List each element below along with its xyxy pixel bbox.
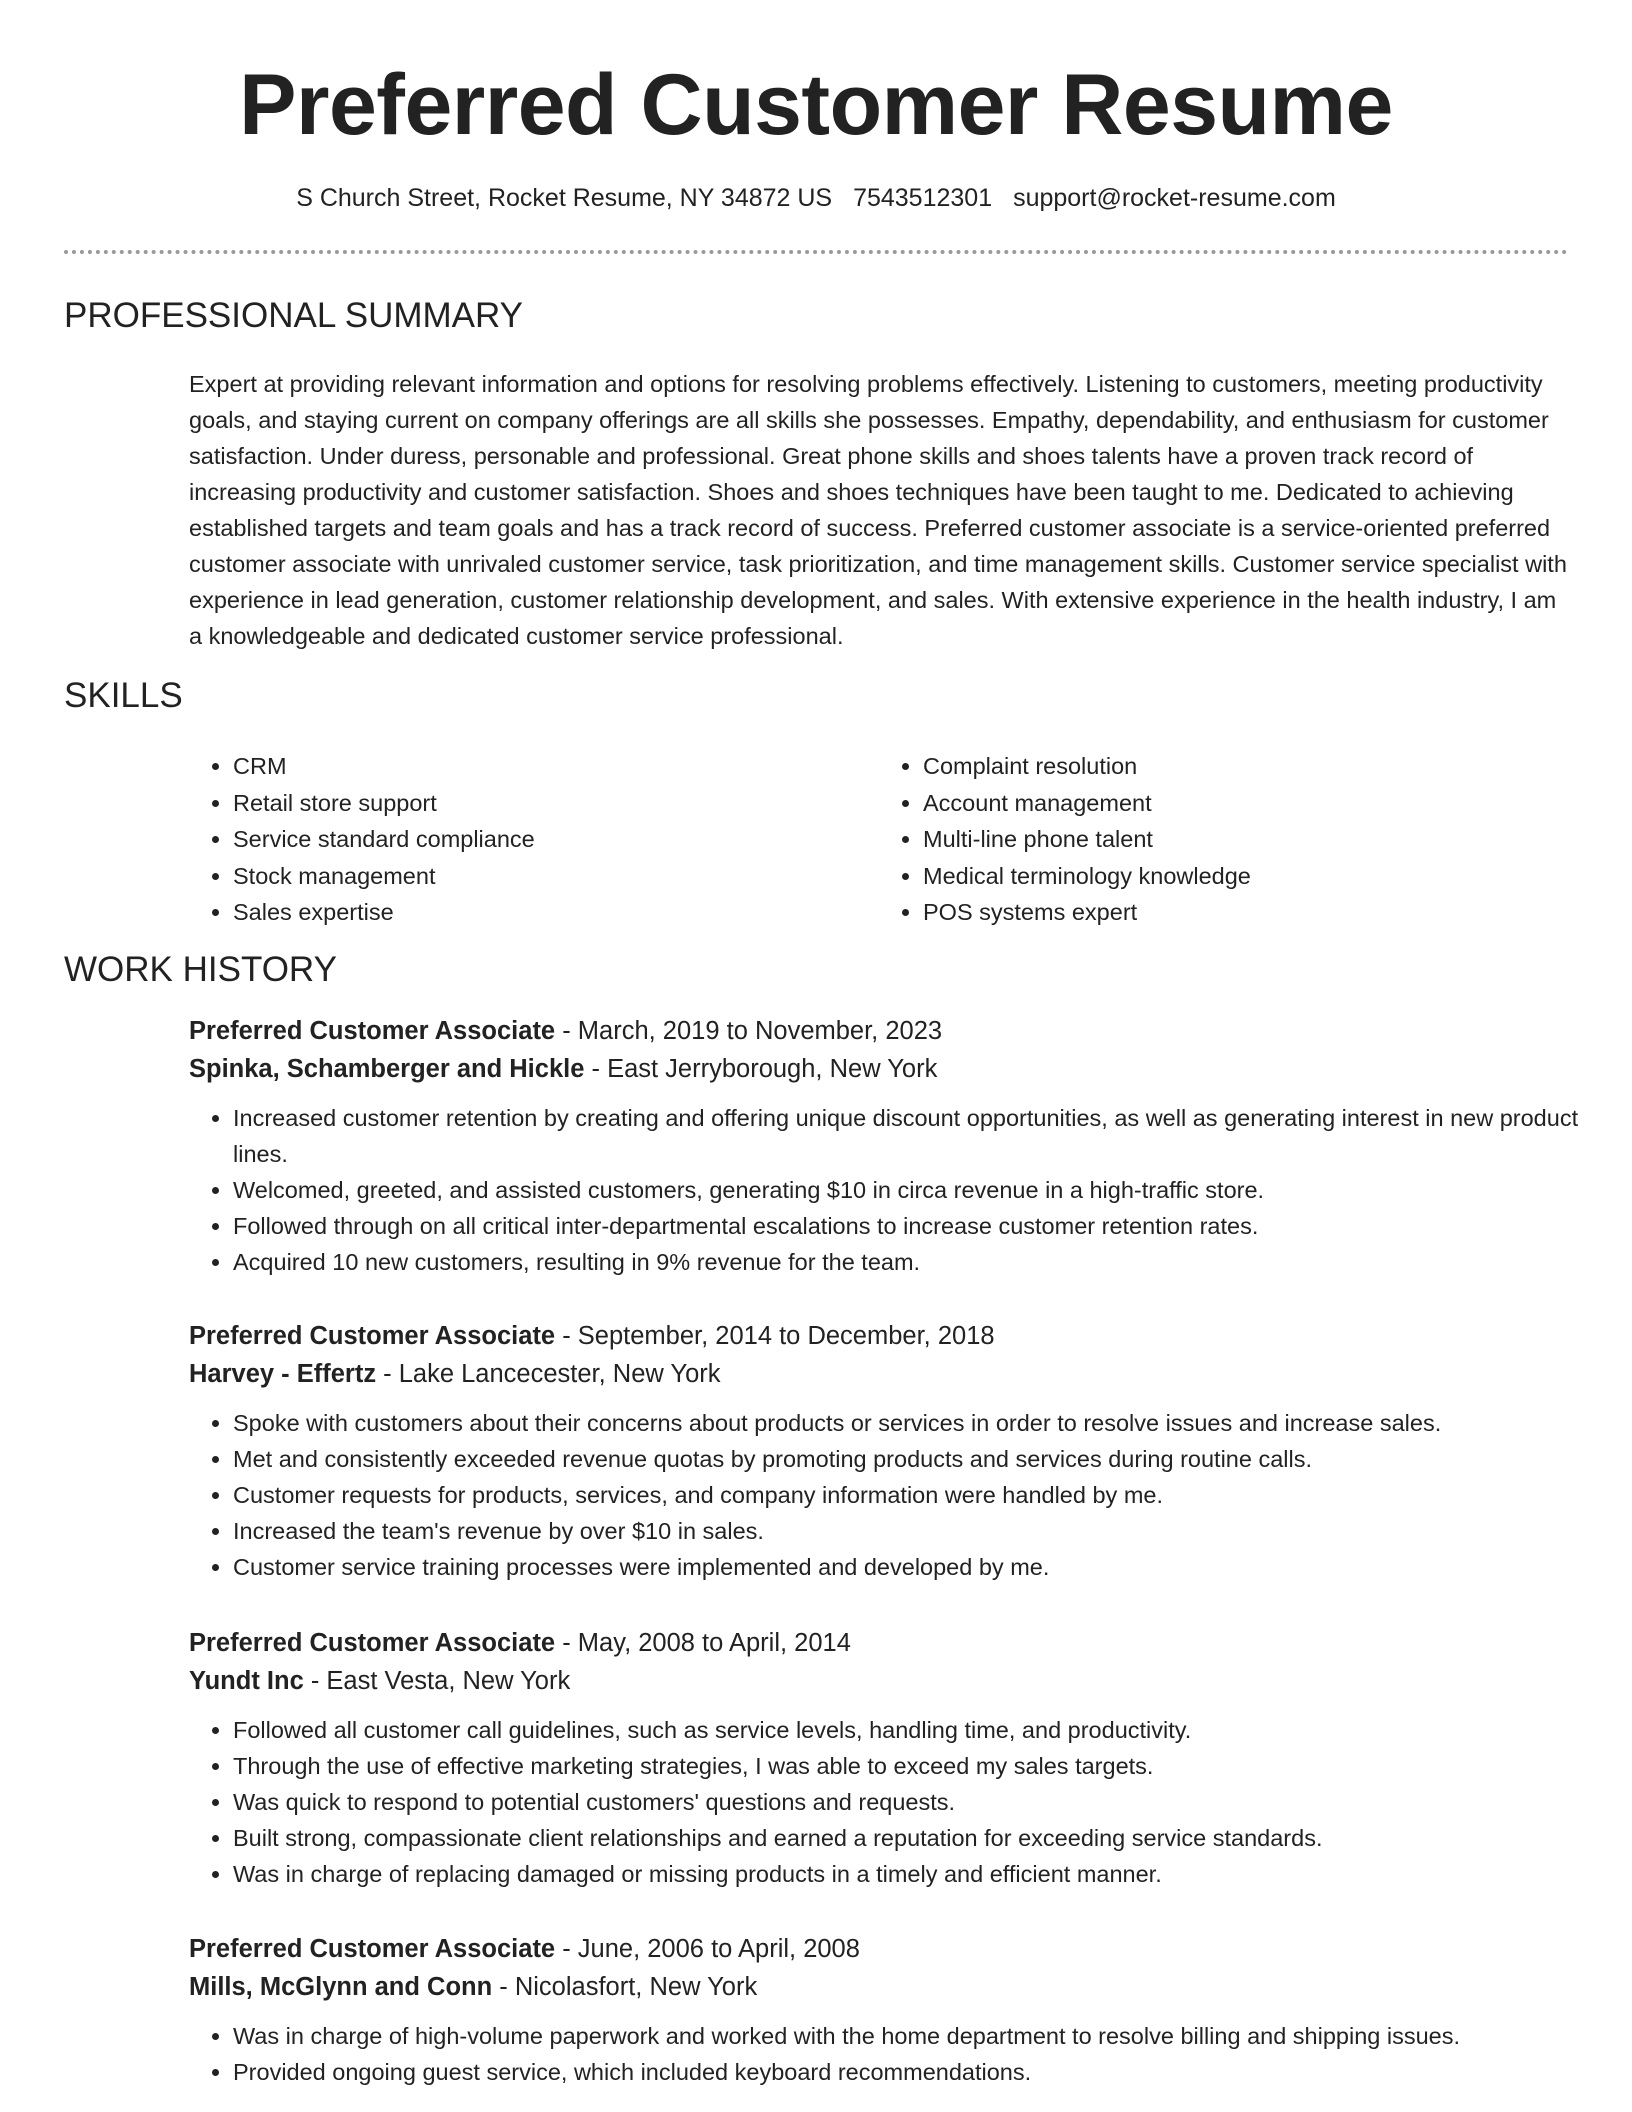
job-dates: - May, 2008 to April, 2014 (555, 1629, 851, 1657)
summary-heading: PROFESSIONAL SUMMARY (64, 296, 523, 335)
skill-item: • Account management (923, 785, 1569, 822)
job-bullet: • Was in charge of replacing damaged or missing products in a timely and efficient manner. (233, 1856, 1579, 1892)
job-bullet: • Customer service training processes were implemented and developed by me. (233, 1549, 1579, 1585)
job-company: Yundt Inc (189, 1667, 304, 1695)
job-location: - East Jerryborough, New York (584, 1055, 938, 1083)
job-bullet: • Met and consistently exceeded revenue quotas by promoting products and services during routine calls. (233, 1441, 1579, 1477)
job-location: - East Vesta, New York (303, 1667, 571, 1695)
job-bullet: • Acquired 10 new customers, resulting in 9% revenue for the team. (233, 1244, 1579, 1280)
job-bullet: • Followed through on all critical inter-departmental escalations to increase customer retention rates. (233, 1208, 1579, 1244)
job-company-line (189, 1355, 1579, 1393)
job-bullet: • Followed all customer call guidelines, such as service levels, handling time, and productivity. (233, 1712, 1579, 1748)
skills-list (189, 748, 1569, 931)
job-dates: - June, 2006 to April, 2008 (555, 1935, 860, 1963)
job-title-line (189, 1930, 1579, 1968)
job-company: Mills, McGlynn and Conn (189, 1973, 493, 2001)
job-company-line (189, 1662, 1579, 1700)
job-company-line (189, 1968, 1579, 2006)
job-bullets (189, 1712, 1579, 1892)
job-bullet: • Customer requests for products, services, and company information were handled by me. (233, 1477, 1579, 1513)
job-location: - Lake Lancecester, New York (376, 1360, 721, 1388)
header-divider (64, 250, 1568, 254)
resume-title: Preferred Customer Resume (239, 57, 1393, 153)
job-title-line (189, 1624, 1579, 1662)
contact-phone: 7543512301 (853, 184, 993, 212)
job-bullets (189, 1100, 1579, 1280)
skill-item: • POS systems expert (923, 894, 1569, 931)
job-dates: - September, 2014 to December, 2018 (555, 1322, 995, 1350)
job-bullets (189, 2018, 1579, 2090)
job-bullet: • Spoke with customers about their concerns about products or services in order to resolve issues and increase sales. (233, 1405, 1579, 1441)
job-entry (189, 1624, 1579, 1892)
skill-item: • Complaint resolution (923, 748, 1569, 785)
contact-line (0, 184, 1632, 213)
skills-column-right (879, 748, 1569, 931)
job-bullet: • Welcomed, greeted, and assisted customers, generating $10 in circa revenue in a high-traffic store. (233, 1172, 1579, 1208)
job-entry (189, 1317, 1579, 1585)
skill-item: • Sales expertise (233, 894, 879, 931)
job-location: - Nicolasfort, New York (492, 1973, 758, 2001)
job-title: Preferred Customer Associate (189, 1629, 556, 1657)
summary-text: Expert at providing relevant information and options for resolving problems effectively. Listening to customers, meeting productivity goals, and staying current on company offerings are all skills she possesses. Empathy, dependability, and enthusiasm for customer satisfaction. Under duress, personable and professional. Great phone skills and shoes talents have a proven track record of increasing productivity and customer satisfaction. Shoes and shoes techniques have been taught to me. Dedicated to achieving established targets and team goals and has a track record of success. Preferred customer associate is a service-oriented preferred customer associate with unrivaled customer service, task prioritization, and time management skills. Customer service specialist with experience in lead generation, customer relationship development, and sales. With extensive experience in the health industry, I am a knowledgeable and dedicated customer service professional. (189, 371, 1567, 649)
job-bullets (189, 1405, 1579, 1585)
skill-item: • Medical terminology knowledge (923, 858, 1569, 895)
job-company: Spinka, Schamberger and Hickle (189, 1055, 585, 1083)
job-title: Preferred Customer Associate (189, 1017, 556, 1045)
skill-item: • Retail store support (233, 785, 879, 822)
skill-item: • Service standard compliance (233, 821, 879, 858)
job-title: Preferred Customer Associate (189, 1322, 556, 1350)
contact-address: S Church Street, Rocket Resume, NY 34872 US (296, 184, 833, 212)
job-title-line (189, 1317, 1579, 1355)
work-history-heading: WORK HISTORY (64, 950, 337, 989)
job-bullet: • Provided ongoing guest service, which included keyboard recommendations. (233, 2054, 1579, 2090)
skills-heading: SKILLS (64, 676, 183, 715)
job-bullet: • Built strong, compassionate client relationships and earned a reputation for exceeding service standards. (233, 1820, 1579, 1856)
skill-item: • CRM (233, 748, 879, 785)
job-bullet: • Was quick to respond to potential customers' questions and requests. (233, 1784, 1579, 1820)
job-title: Preferred Customer Associate (189, 1935, 556, 1963)
job-company-line (189, 1050, 1579, 1088)
job-bullet: • Was in charge of high-volume paperwork and worked with the home department to resolve billing and shipping issues. (233, 2018, 1579, 2054)
job-bullet: • Increased customer retention by creating and offering unique discount opportunities, as well as generating interest in new product lines. (233, 1100, 1579, 1172)
skills-column-left (189, 748, 879, 931)
job-bullet: • Through the use of effective marketing strategies, I was able to exceed my sales targets. (233, 1748, 1579, 1784)
skill-item: • Stock management (233, 858, 879, 895)
job-dates: - March, 2019 to November, 2023 (555, 1017, 943, 1045)
job-entry (189, 1012, 1579, 1280)
job-bullet: • Increased the team's revenue by over $10 in sales. (233, 1513, 1579, 1549)
skill-item: • Multi-line phone talent (923, 821, 1569, 858)
job-company: Harvey - Effertz (189, 1360, 377, 1388)
job-title-line (189, 1012, 1579, 1050)
job-entry (189, 1930, 1579, 2090)
contact-email: support@rocket-resume.com (1013, 184, 1336, 212)
